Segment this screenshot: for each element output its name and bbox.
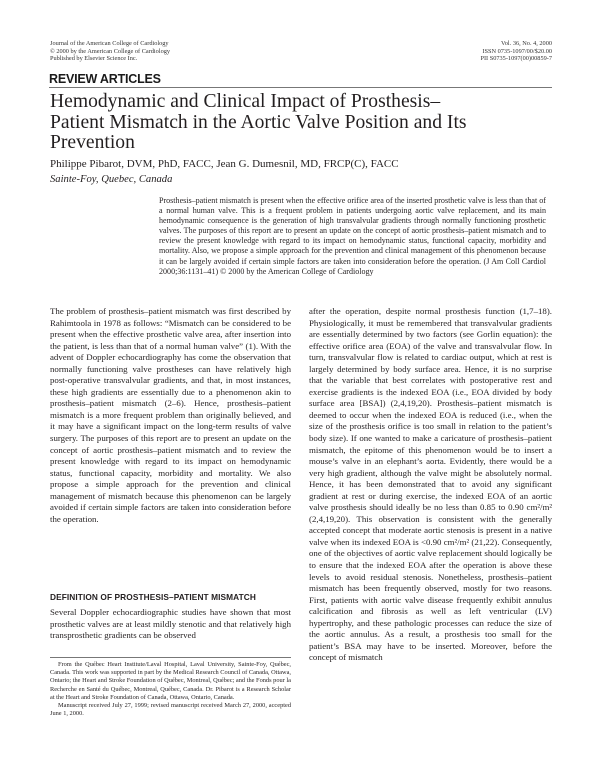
body-paragraph: Several Doppler echocardiographic studies have shown that most prosthetic valves are at least mildly stenotic and that relatively high transprosthetic gradients can be observed [50, 607, 291, 641]
pii-line: PII S0735-1097(00)00859-7 [480, 55, 552, 63]
issn-line: ISSN 0735-1097/00/$20.00 [482, 47, 552, 55]
body-paragraph: The problem of prosthesis–patient mismatch was first described by Rahimtoola in 1978 as follows: “Mismatch can be considered to be present when the effective prosthetic valve area, after insertion into the patient, is less than that of a normal human valve” (1). With the advent of Doppler echocardiography has come the observation that normally functioning valve prostheses can have relatively high post-operative transvalvular gradients, and that, in most instances, these high gradients are essentially due to a phenomenon akin to prosthesis–patient mismatch (2–6). Hence, prosthesis–patient mismatch is a more frequent problem than originally believed, and it may have a significant impact on the long-term results of valve surgery. The purposes of this report are to present an update on the concept of aortic prosthesis–patient mismatch and to review the present knowledge with regard to its impact on hemodynamic status, functional capacity, morbidity and mortality. We also propose a simple approach for the prevention and clinical management of mismatch because this phenomenon can be largely avoided if certain simple factors are taken into consideration before the operation. [50, 306, 291, 524]
section-heading: DEFINITION OF PROSTHESIS–PATIENT MISMATCH [50, 592, 256, 602]
journal-name: Journal of the American College of Cardiology [50, 40, 169, 47]
body-column-right [309, 306, 552, 664]
footnote-received: Manuscript received July 27, 1999; revised manuscript received March 27, 2000, accepted June 1, 2000. [50, 702, 291, 718]
journal-header-left [50, 40, 310, 63]
body-column-left [50, 306, 291, 525]
article-authors: Philippe Pibarot, DVM, PhD, FACC, Jean G. Dumesnil, MD, FRCP(C), FACC [50, 158, 399, 170]
footnote-affiliation: From the Québec Heart Institute/Laval Hospital, Laval University, Sainte-Foy, Québec, Canada. This work was supported in part by the Medical Research Council of Canada, Ottawa, Ontario; the Heart and Stroke Foundation of Québec, Montreal, Québec; and the Fonds pour la Recherche en Santé du Québec, Montreal, Québec, Canada. Dr. Pibarot is a Research Scholar at the Heart and Stroke Foundation of Canada, Ottawa, Ontario, Canada. [50, 661, 291, 701]
body-paragraph: after the operation, despite normal prosthesis function (1,7–18). Physiologically, it must be remembered that transvalvular gradients are essentially determined by two factors (see Gorlin equation): the effective orifice area (EOA) of the valve and transvalvular flow. In turn, transvalvular flow is related to cardiac output, which at rest is largely determined by body surface area. Hence, it is no surprise that the variable that best correlates with postoperative rest and exercise gradients is the indexed EOA (i.e., EOA divided by body surface area [BSA]) (2,4,19,20). Prosthesis–patient mismatch is deemed to occur when the indexed EOA is reduced (i.e., when the size of the prosthesis orifice is too small in relation to the patient’s body size). If one wanted to make a caricature of prosthesis–patient mismatch, the epitome of this phenomenon would be to insert a mouse’s valve in an elephant’s aorta. Evidently, there would be a very high gradient, although the valve might be absolutely normal. Hence, it has been demonstrated that to avoid any significant gradient at rest or during exercise, the indexed EOA of an aortic valve prosthesis should ideally be no less than 0.85 to 0.90 cm²/m² (2,4,19,20). This observation is consistent with the generally accepted concept that moderate aortic stenosis is present in a native valve when its indexed EOA is <0.90 cm²/m² (21,22). Consequently, one of the objectives of aortic valve replacement should logically be to ensure that the indexed EOA after the operation is above these levels to avoid residual stenosis. Nonetheless, prosthesis–patient mismatch has been frequently observed, mostly for two reasons. First, patients with aortic valve disease frequently exhibit annulus calcification and fibrosis as well as left ventricular (LV) hypertrophy, and these pathologic processes can reduce the size of the aortic annulus. As a result, a prosthesis too small for the patient’s BSA may have to be inserted. Moreover, before the concept of mismatch [309, 306, 552, 663]
footnote-rule [50, 657, 291, 658]
footnote [50, 661, 291, 718]
article-affiliation: Sainte-Foy, Quebec, Canada [50, 174, 173, 185]
publisher-line: Published by Elsevier Science Inc. [50, 55, 138, 63]
copyright-line: © 2000 by the American College of Cardiology [50, 47, 171, 55]
body-column-left-continued [50, 607, 291, 642]
section-rule [49, 87, 552, 88]
article-abstract: Prosthesis–patient mismatch is present when the effective orifice area of the inserted prosthetic valve is less than that of a normal human valve. This is a frequent problem in patients undergoing aortic valve replacement, and its main hemodynamic consequence is the generation of high transvalvular gradients through normally functioning prosthetic valves. The purposes of this report are to present an update on the concept of aortic prosthesis–patient mismatch and to review the present knowledge with regard to its impact on hemodynamic status, functional capacity, morbidity and mortality. Also, we propose a simple approach for the prevention and clinical management of this phenomenon because it can be largely avoided if certain simple factors are taken into consideration before the operation. (J Am Coll Cardiol 2000;36:1131–41) © 2000 by the American College of Cardiology [159, 196, 546, 276]
section-label: REVIEW ARTICLES [49, 72, 161, 86]
article-title: Hemodynamic and Clinical Impact of Prosthesis–Patient Mismatch in the Aortic Valve Position and Its Prevention [50, 91, 467, 153]
journal-header-right [352, 40, 552, 63]
volume-line: Vol. 36, No. 4, 2000 [501, 40, 552, 47]
